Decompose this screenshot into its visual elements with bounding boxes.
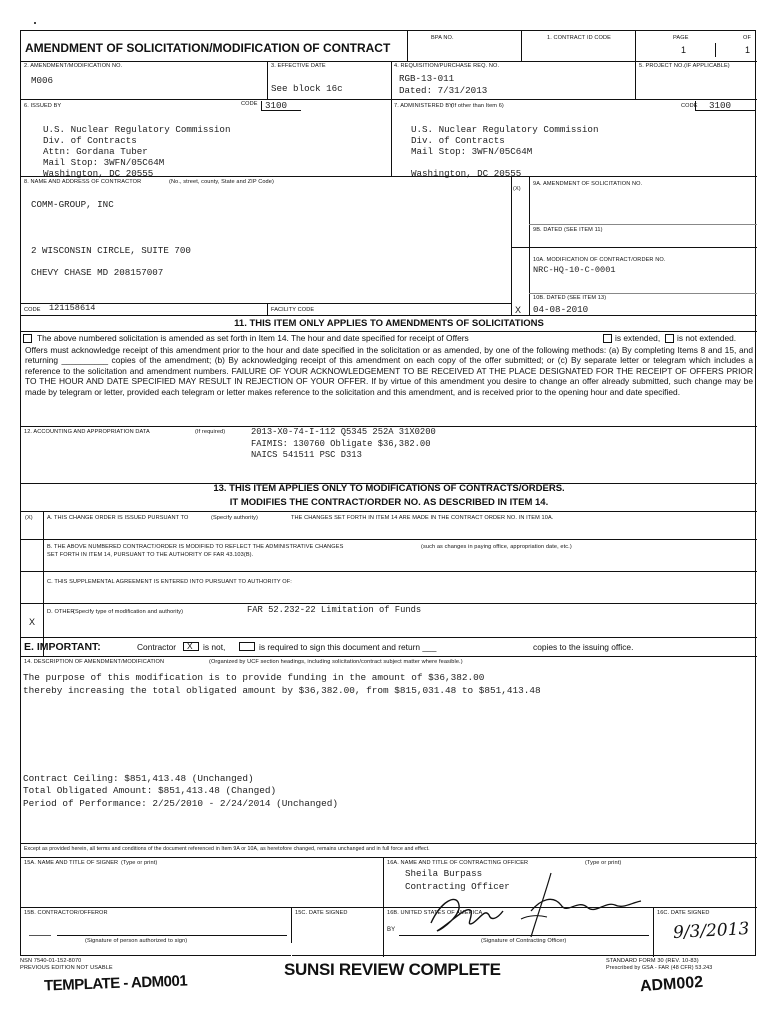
x-column-label: (X) — [513, 186, 521, 192]
item-13b: B. THE ABOVE NUMBERED CONTRACT/ORDER IS MODIFIED TO REFLECT THE ADMINISTRATIVE CHANGES — [47, 544, 344, 550]
bpa-label: BPA NO. — [431, 35, 454, 41]
important-contractor: Contractor — [137, 642, 177, 652]
section-11-title: 11. THIS ITEM ONLY APPLIES TO AMENDMENTS OF SOLICITATIONS — [234, 318, 544, 329]
officer-signature-caption: (Signature of Contracting Officer) — [481, 938, 567, 944]
administered-by-note: (If other than Item 6) — [451, 103, 504, 109]
description-line — [23, 760, 541, 773]
section-13-title1: 13. THIS ITEM APPLIES ONLY TO MODIFICATIONS OF CONTRACTS/ORDERS. — [213, 483, 565, 494]
contractor-note: (No., street, county, State and ZIP Code) — [169, 179, 274, 185]
item-13a: A. THIS CHANGE ORDER IS ISSUED PURSUANT TO — [47, 515, 189, 521]
is-not-label: is not, — [203, 642, 226, 652]
description-label: 14. DESCRIPTION OF AMENDMENT/MODIFICATION — [24, 659, 165, 665]
project-no-label: 5. PROJECT NO.(IF APPLICABLE) — [639, 63, 730, 69]
accounting-line: NAICS 541511 PSC D313 — [251, 450, 362, 460]
item-13d: D. OTHER — [47, 609, 75, 615]
contractor-address — [31, 199, 191, 279]
important-label: E. IMPORTANT: — [24, 641, 101, 653]
solicitation-amended-checkbox[interactable] — [23, 334, 32, 343]
important-tail: copies to the issuing office. — [533, 642, 634, 652]
description-line — [23, 722, 541, 735]
extended-label: is extended, — [615, 333, 661, 343]
modification-dated-label: 10B. DATED (SEE ITEM 13) — [533, 295, 607, 301]
accounting-data — [251, 427, 436, 462]
description-line: Contract Ceiling: $851,413.48 (Unchanged) — [23, 772, 254, 784]
standard-form-number: STANDARD FORM 30 (REV. 10-83) — [606, 958, 699, 964]
administered-by-address — [411, 124, 598, 179]
accounting-line: FAIMIS: 130760 Obligate $36,382.00 — [251, 438, 431, 449]
not-extended-checkbox[interactable] — [665, 334, 674, 343]
officer-name: Sheila Burpass — [405, 868, 483, 879]
contractor-address-line — [31, 256, 191, 267]
issued-code-value: 3100 — [265, 100, 288, 111]
officer-signature-icon — [401, 871, 651, 941]
amendment-no-value: M006 — [31, 75, 54, 86]
signer-name-note: (Type or print) — [121, 860, 158, 866]
contractor-date-label: 15C. DATE SIGNED — [295, 910, 348, 916]
accounting-label: 12. ACCOUNTING AND APPROPRIATION DATA — [24, 429, 150, 435]
contractor-label: 8. NAME AND ADDRESS OF CONTRACTOR — [24, 179, 142, 185]
description-line — [23, 710, 541, 723]
contractor-code-label: CODE — [24, 307, 41, 313]
is-not-x-mark: X — [187, 641, 193, 651]
contract-id-label: 1. CONTRACT ID CODE — [547, 35, 611, 41]
section-11-line1: The above numbered solicitation is amended as set forth in Item 14. The hour and date specified for receipt of Offers — [37, 333, 469, 343]
admin-code-value: 3100 — [709, 100, 732, 111]
requisition-value: RGB-13-011 — [399, 73, 455, 84]
administered-by-line: Washington, DC 20555 — [411, 168, 522, 179]
form-title: AMENDMENT OF SOLICITATION/MODIFICATION OF CONTRACT — [25, 41, 391, 55]
accounting-line: 2013-X0-74-I-112 Q5345 252A 31X0200 — [251, 427, 436, 437]
item-13b-line2: SET FORTH IN ITEM 14, PURSUANT TO THE AUTHORITY OF FAR 43.103(B). — [47, 552, 254, 558]
previous-edition-note: PREVIOUS EDITION NOT USABLE — [20, 965, 113, 971]
contractor-address-line — [31, 233, 191, 244]
contractor-address-line: CHEVY CHASE MD 208157007 — [31, 267, 164, 279]
modification-no-value: NRC-HQ-10-C-0001 — [533, 265, 616, 275]
officer-name-label: 16A. NAME AND TITLE OF CONTRACTING OFFICER — [387, 860, 529, 866]
contractor-signature-caption: (Signature of person authorized to sign) — [85, 938, 188, 944]
item-13a-tail: THE CHANGES SET FORTH IN ITEM 14 ARE MADE IN THE CONTRACT ORDER NO. IN ITEM 10A. — [291, 515, 554, 521]
description-line: thereby increasing the total obligated amount by $36,382.00, from $815,031.48 to $851,413.48 — [23, 684, 541, 696]
extended-checkbox[interactable] — [603, 334, 612, 343]
except-text: Except as provided herein, all terms and conditions of the document referenced in Item 9A or 10A, as heretofore changed, remains unchanged and in full force and effect. — [24, 846, 430, 852]
amendment-no-label: 2. AMENDMENT/MODIFICATION NO. — [24, 63, 123, 69]
issued-code-label: CODE — [241, 101, 258, 107]
x-column-13: (X) — [25, 515, 33, 521]
issued-by-line: Attn: Gordana Tuber — [43, 146, 148, 157]
description-line: The purpose of this modification is to provide funding in the amount of $36,382.00 — [23, 672, 485, 683]
effective-date-value: See block 16c — [271, 83, 343, 94]
description-line — [23, 697, 541, 710]
page-label: PAGE — [673, 35, 689, 41]
facility-code-label: FACILITY CODE — [271, 307, 315, 313]
solicitation-no-label: 9A. AMENDMENT OF SOLICITATION NO. — [533, 181, 643, 187]
item-13c: C. THIS SUPPLEMENTAL AGREEMENT IS ENTERED INTO PURSUANT TO AUTHORITY OF: — [47, 579, 292, 585]
administered-by-line: Mail Stop: 3WFN/05C64M — [411, 146, 533, 157]
solicitation-dated-label: 9B. DATED (SEE ITEM 11) — [533, 227, 603, 233]
issued-by-address — [43, 124, 230, 179]
section-13-title2: IT MODIFIES THE CONTRACT/ORDER NO. AS DESCRIBED IN ITEM 14. — [229, 497, 549, 508]
admin-code-label: CODE — [681, 103, 698, 109]
usa-label: 16B. UNITED STATES OF AMERICA — [387, 910, 483, 916]
item-10a-x-mark: X — [515, 305, 522, 315]
amendment-form — [20, 30, 756, 956]
officer-title: Contracting Officer — [405, 881, 510, 892]
administered-by-label: 7. ADMINISTERED BY — [394, 103, 453, 109]
effective-date-label: 3. EFFECTIVE DATE — [271, 63, 326, 69]
by-label: BY — [387, 927, 396, 933]
issued-by-line: Mail Stop: 3WFN/05C64M — [43, 157, 165, 168]
administered-by-line: Div. of Contracts — [411, 135, 505, 146]
accounting-note: (If required) — [195, 429, 226, 435]
contractor-address-line — [31, 222, 191, 233]
not-extended-label: is not extended. — [677, 333, 737, 343]
sunsi-review-stamp: SUNSI REVIEW COMPLETE — [284, 960, 501, 979]
item-13d-x-mark: X — [29, 617, 36, 627]
signer-name-label: 15A. NAME AND TITLE OF SIGNER — [24, 860, 119, 866]
administered-by-line — [411, 157, 598, 168]
scan-speck — [34, 22, 36, 24]
issued-by-line: Div. of Contracts — [43, 135, 137, 146]
item-13b-note: (such as changes in paying office, appropriation date, etc.) — [421, 544, 572, 550]
issued-by-label: 6. ISSUED BY — [24, 103, 62, 109]
item-13d-value: FAR 52.232-22 Limitation of Funds — [247, 605, 422, 615]
is-required-checkbox[interactable] — [239, 642, 255, 651]
modification-dated-value: 04-08-2010 — [533, 304, 589, 315]
requisition-label: 4. REQUISITION/PURCHASE REQ. NO. — [394, 63, 500, 69]
officer-date-signed: 9/3/2013 — [672, 919, 750, 943]
item-13a-note: (Specify authority) — [211, 515, 258, 521]
page-number: 1 — [681, 45, 687, 55]
issued-by-line: Washington, DC 20555 — [43, 168, 154, 179]
contractor-code-value: 121158614 — [49, 303, 96, 313]
contractor-address-line — [31, 210, 191, 221]
officer-name-note: (Type or print) — [585, 860, 622, 866]
administered-by-line: U.S. Nuclear Regulatory Commission — [411, 124, 599, 135]
item-13d-note: (Specify type of modification and authority) — [73, 609, 184, 615]
contractor-address-line: COMM-GROUP, INC — [31, 199, 114, 210]
requisition-dated: Dated: 7/31/2013 — [399, 85, 488, 96]
contractor-signature-label: 15B. CONTRACTOR/OFFEROR — [24, 910, 108, 916]
contractor-address-line: 2 WISCONSIN CIRCLE, SUITE 700 — [31, 244, 191, 256]
description-line: Period of Performance: 2/25/2010 - 2/24/2014 (Unchanged) — [23, 797, 339, 809]
description-line: Total Obligated Amount: $851,413.48 (Changed) — [23, 785, 277, 797]
issued-by-line: U.S. Nuclear Regulatory Commission — [43, 124, 231, 135]
description-note: (Organized by UCF section headings, including solicitation/contract subject matter where feasible.) — [209, 659, 463, 665]
officer-date-label: 16C. DATE SIGNED — [657, 910, 710, 916]
nsn-number: NSN 7540-01-152-8070 — [20, 958, 82, 964]
modification-no-label: 10A. MODIFICATION OF CONTRACT/ORDER NO. — [533, 257, 666, 263]
template-stamp: TEMPLATE - ADM001 — [43, 972, 188, 995]
description-line — [23, 748, 541, 761]
prescribed-by: Prescribed by GSA - FAR (48 CFR) 53.243 — [606, 965, 713, 971]
section-11-instructions: Offers must acknowledge receipt of this amendment prior to the hour and date specified in the solicitation or as amended, by one of the following methods: (a) By completing Items 8 and 15, and returning __________ copies of the amendment; (b) By acknowledging receipt of this amendment on each copy of the offer submitted; or (c) By separate letter or telegram which includes a reference to the solicitation and amendment numbers. FAILURE OF YOUR ACKNOWLEDGEMENT TO BE RECEIVED AT THE PLACE DESIGNATED FOR THE RECEIPT OF OFFERS PRIOR TO THE HOUR AND DATE SPECIFIED MAY RESULT IN REJECTION OF YOUR OFFER. If by virtue of this amendment you desire to change an offer already submitted, such change may be made by telegram or letter, provided each telegram or letter makes reference to the solicitation and this amendment, and is received prior to the opening hour and date specified. — [25, 345, 753, 397]
of-label: OF — [743, 35, 751, 41]
adm-stamp: ADM002 — [639, 973, 704, 996]
important-text: is required to sign this document and return ___ — [259, 642, 437, 652]
page-total: 1 — [745, 45, 751, 55]
description-text — [23, 672, 541, 811]
description-line — [23, 735, 541, 748]
